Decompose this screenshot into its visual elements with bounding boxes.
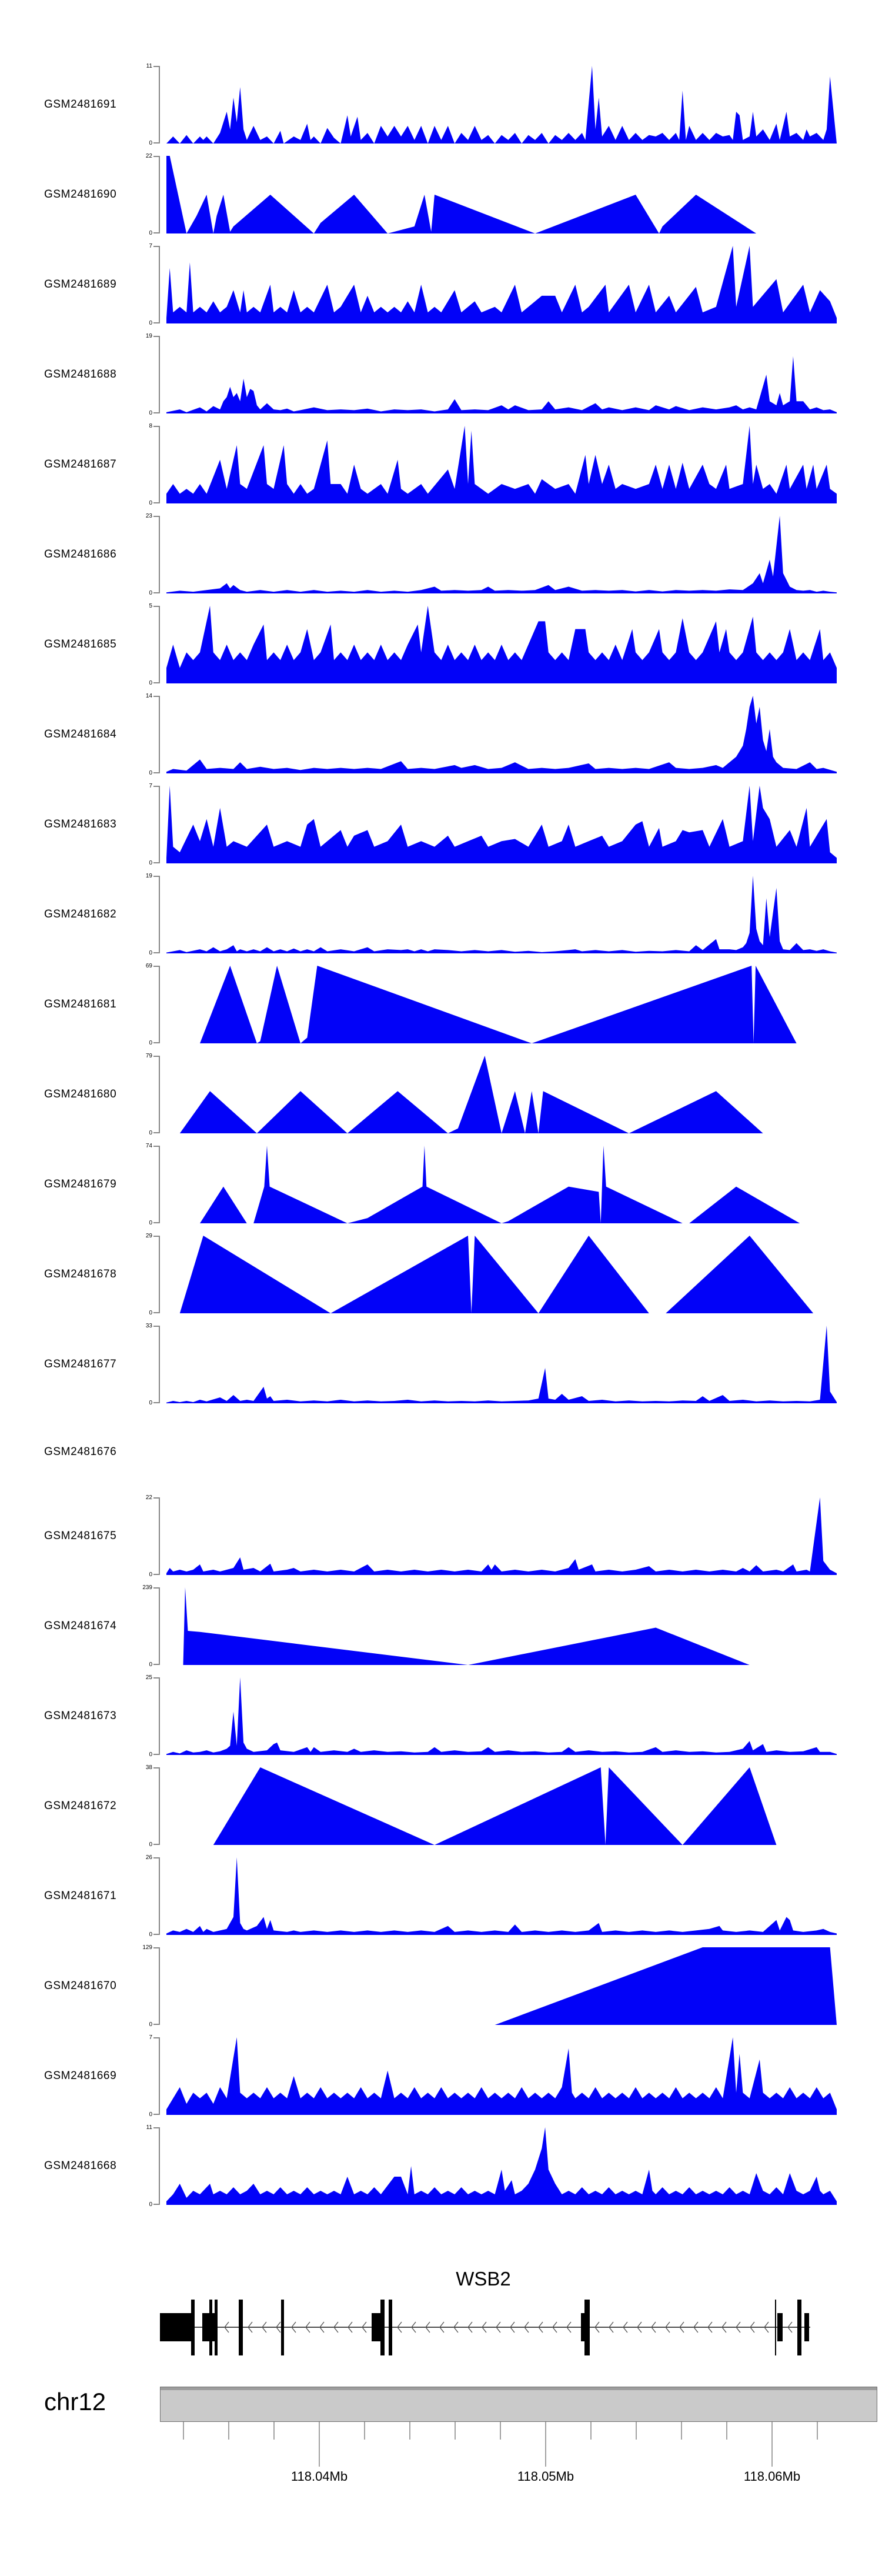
y-axis-line <box>159 1497 160 1575</box>
exon-box <box>191 2300 195 2355</box>
exon-box <box>584 2300 590 2355</box>
track-y-axis <box>136 963 166 1046</box>
track-label: GSM2481690 <box>44 188 117 201</box>
track-y-axis <box>136 423 166 506</box>
track-y-axis <box>136 1584 166 1668</box>
track-label: GSM2481673 <box>44 1710 117 1722</box>
y-axis-tick-max <box>153 1326 159 1327</box>
track-row <box>0 1233 882 1316</box>
y-axis-tick-zero <box>153 1042 159 1043</box>
y-axis-zero-label: 0 <box>149 1571 152 1578</box>
y-axis-line <box>159 966 160 1043</box>
y-axis-tick-zero <box>153 1934 159 1935</box>
y-axis-tick-zero <box>153 1754 159 1755</box>
track-label: GSM2481679 <box>44 1178 117 1190</box>
y-axis-max-label: 22 <box>145 153 152 159</box>
track-y-axis <box>136 513 166 596</box>
exon-box <box>209 2300 212 2355</box>
y-axis-max-label: 22 <box>145 1494 152 1501</box>
track-label: GSM2481676 <box>44 1446 117 1458</box>
ruler-coordinate-label: 118.04Mb <box>290 2469 348 2484</box>
track-row <box>0 1854 882 1938</box>
y-axis-max-label: 7 <box>149 2034 152 2041</box>
signal-area-plot <box>166 156 837 233</box>
y-axis-tick-max <box>153 1146 159 1147</box>
y-axis-zero-label: 0 <box>149 230 152 236</box>
y-axis-max-label: 5 <box>149 603 152 609</box>
y-axis-zero-label: 0 <box>149 2021 152 2028</box>
y-axis-zero-label: 0 <box>149 1841 152 1848</box>
y-axis-tick-max <box>153 1677 159 1679</box>
y-axis-line <box>159 336 160 413</box>
track-label: GSM2481682 <box>44 908 117 920</box>
track-label: GSM2481689 <box>44 278 117 291</box>
exon-box <box>775 2300 776 2355</box>
y-axis-tick-zero <box>153 502 159 503</box>
signal-area-plot <box>166 696 837 773</box>
y-axis-line <box>159 246 160 323</box>
y-axis-tick-zero <box>153 1844 159 1845</box>
track-row <box>0 873 882 956</box>
y-axis-zero-label: 0 <box>149 320 152 326</box>
track-label: GSM2481684 <box>44 728 117 740</box>
y-axis-tick-zero <box>153 2114 159 2115</box>
track-label: GSM2481686 <box>44 548 117 560</box>
y-axis-tick-zero <box>153 1222 159 1223</box>
track-row <box>0 1407 882 1497</box>
track-label: GSM2481685 <box>44 638 117 650</box>
y-axis-max-label: 7 <box>149 243 152 249</box>
y-axis-line <box>159 2127 160 2205</box>
y-axis-line <box>159 1326 160 1403</box>
y-axis-max-label: 7 <box>149 783 152 789</box>
signal-area-plot <box>166 1677 837 1755</box>
y-axis-zero-label: 0 <box>149 680 152 686</box>
y-axis-tick-zero <box>153 2024 159 2025</box>
y-axis-tick-max <box>153 336 159 337</box>
y-axis-max-label: 8 <box>149 423 152 429</box>
y-axis-max-label: 129 <box>142 1944 152 1951</box>
y-axis-zero-label: 0 <box>149 140 152 146</box>
y-axis-tick-zero <box>153 1574 159 1575</box>
track-row <box>0 2034 882 2118</box>
track-y-axis <box>136 1233 166 1316</box>
genome-ruler <box>0 2422 882 2490</box>
y-axis-line <box>159 1236 160 1313</box>
y-axis-max-label: 19 <box>145 333 152 339</box>
y-axis-tick-max <box>153 1587 159 1589</box>
exon-box <box>380 2300 385 2355</box>
track-y-axis <box>136 1494 166 1578</box>
signal-area-plot <box>166 1857 837 1935</box>
y-axis-line <box>159 156 160 233</box>
track-row <box>0 1053 882 1136</box>
y-axis-max-label: 38 <box>145 1764 152 1771</box>
track-row <box>0 2124 882 2208</box>
y-axis-max-label: 23 <box>145 513 152 519</box>
y-axis-tick-max <box>153 1236 159 1237</box>
y-axis-zero-label: 0 <box>149 1931 152 1938</box>
signal-area-plot <box>166 1767 837 1845</box>
gene-model <box>0 2294 882 2364</box>
y-axis-tick-max <box>153 696 159 697</box>
track-y-axis <box>136 333 166 416</box>
y-axis-zero-label: 0 <box>149 2201 152 2208</box>
signal-area-plot <box>166 1056 837 1133</box>
y-axis-tick-max <box>153 966 159 967</box>
y-axis-zero-label: 0 <box>149 1040 152 1046</box>
ruler-coordinate-label: 118.06Mb <box>743 2469 801 2484</box>
track-row <box>0 243 882 326</box>
track-label: GSM2481680 <box>44 1088 117 1100</box>
track-y-axis <box>136 783 166 866</box>
y-axis-line <box>159 1056 160 1133</box>
track-row <box>0 783 882 866</box>
y-axis-max-label: 26 <box>145 1854 152 1861</box>
track-row <box>0 1323 882 1406</box>
signal-area-plot <box>166 426 837 503</box>
y-axis-line <box>159 876 160 953</box>
track-row <box>0 153 882 236</box>
y-axis-tick-max <box>153 1497 159 1499</box>
track-y-axis <box>136 1053 166 1136</box>
track-y-axis <box>136 1674 166 1758</box>
y-axis-zero-label: 0 <box>149 1751 152 1758</box>
y-axis-tick-zero <box>153 232 159 233</box>
track-label: GSM2481683 <box>44 818 117 830</box>
y-axis-line <box>159 786 160 863</box>
exon-box <box>804 2313 809 2341</box>
y-axis-max-label: 29 <box>145 1233 152 1239</box>
track-row <box>0 1143 882 1226</box>
y-axis-max-label: 11 <box>146 2124 152 2131</box>
y-axis-line <box>159 516 160 593</box>
track-y-axis <box>136 1854 166 1938</box>
track-y-axis <box>136 1944 166 2028</box>
track-label: GSM2481671 <box>44 1890 117 1902</box>
track-row <box>0 513 882 596</box>
y-axis-tick-zero <box>153 2204 159 2205</box>
track-row <box>0 423 882 506</box>
y-axis-zero-label: 0 <box>149 950 152 956</box>
track-label: GSM2481669 <box>44 2070 117 2082</box>
signal-area-plot <box>166 2037 837 2115</box>
y-axis-tick-zero <box>153 592 159 593</box>
chromosome-label: chr12 <box>44 2388 106 2415</box>
signal-area-plot <box>166 516 837 593</box>
y-axis-max-label: 239 <box>142 1584 152 1591</box>
exon-box <box>215 2300 218 2355</box>
y-axis-tick-max <box>153 606 159 607</box>
y-axis-zero-label: 0 <box>149 1220 152 1226</box>
y-axis-tick-max <box>153 66 159 67</box>
y-axis-tick-max <box>153 1857 159 1858</box>
y-axis-tick-zero <box>153 772 159 773</box>
y-axis-tick-zero <box>153 1664 159 1665</box>
signal-area-plot <box>166 786 837 863</box>
y-axis-tick-zero <box>153 862 159 863</box>
y-axis-zero-label: 0 <box>149 590 152 596</box>
ruler-coordinate-label: 118.05Mb <box>517 2469 574 2484</box>
exon-box <box>777 2313 783 2341</box>
exon-box <box>797 2300 801 2355</box>
y-axis-line <box>159 66 160 144</box>
y-axis-line <box>159 606 160 683</box>
y-axis-tick-zero <box>153 952 159 953</box>
track-label: GSM2481677 <box>44 1358 117 1370</box>
y-axis-tick-max <box>153 156 159 157</box>
y-axis-zero-label: 0 <box>149 1400 152 1406</box>
y-axis-zero-label: 0 <box>149 1130 152 1136</box>
y-axis-line <box>159 1146 160 1223</box>
y-axis-line <box>159 696 160 773</box>
signal-area-plot <box>166 336 837 413</box>
signal-area-plot <box>166 606 837 683</box>
track-y-axis <box>136 693 166 776</box>
y-axis-tick-max <box>153 246 159 247</box>
y-axis-zero-label: 0 <box>149 2111 152 2118</box>
track-row <box>0 1944 882 2028</box>
y-axis-tick-zero <box>153 412 159 413</box>
y-axis-zero-label: 0 <box>149 1661 152 1668</box>
y-axis-tick-max <box>153 1767 159 1769</box>
track-label: GSM2481674 <box>44 1620 117 1632</box>
track-row <box>0 603 882 686</box>
track-row <box>0 1764 882 1848</box>
track-y-axis <box>136 603 166 686</box>
y-axis-tick-max <box>153 2037 159 2038</box>
y-axis-max-label: 79 <box>145 1053 152 1059</box>
y-axis-tick-max <box>153 1056 159 1057</box>
track-row <box>0 333 882 416</box>
y-axis-line <box>159 1767 160 1845</box>
track-y-axis <box>136 1323 166 1406</box>
exon-box <box>389 2300 392 2355</box>
gene-name-label: WSB2 <box>456 2268 511 2290</box>
signal-area-plot <box>166 1947 837 2025</box>
track-row <box>0 693 882 776</box>
y-axis-line <box>159 426 160 503</box>
y-axis-tick-max <box>153 426 159 427</box>
y-axis-tick-max <box>153 516 159 517</box>
y-axis-tick-zero <box>153 1402 159 1403</box>
signal-area-plot <box>166 1497 837 1575</box>
y-axis-tick-max <box>153 876 159 877</box>
track-row <box>0 1584 882 1668</box>
exon-box <box>160 2313 195 2341</box>
y-axis-line <box>159 2037 160 2115</box>
track-y-axis <box>136 2124 166 2208</box>
exon-box <box>281 2300 284 2355</box>
track-label: GSM2481688 <box>44 368 117 381</box>
y-axis-tick-max <box>153 2127 159 2128</box>
track-row <box>0 63 882 146</box>
track-label: GSM2481672 <box>44 1800 117 1812</box>
track-y-axis <box>136 63 166 146</box>
signal-area-plot <box>166 1236 837 1313</box>
y-axis-zero-label: 0 <box>149 1310 152 1316</box>
y-axis-line <box>159 1857 160 1935</box>
signal-area-plot <box>166 876 837 953</box>
y-axis-max-label: 14 <box>145 693 152 699</box>
signal-area-plot <box>166 966 837 1043</box>
track-label: GSM2481691 <box>44 98 117 111</box>
y-axis-zero-label: 0 <box>149 770 152 776</box>
y-axis-line <box>159 1947 160 2025</box>
y-axis-line <box>159 1677 160 1755</box>
y-axis-zero-label: 0 <box>149 860 152 866</box>
y-axis-tick-max <box>153 1947 159 1948</box>
track-row <box>0 1674 882 1758</box>
track-label: GSM2481687 <box>44 458 117 471</box>
y-axis-tick-max <box>153 786 159 787</box>
y-axis-tick-zero <box>153 682 159 683</box>
y-axis-line <box>159 1587 160 1665</box>
y-axis-max-label: 33 <box>145 1323 152 1329</box>
y-axis-max-label: 69 <box>145 963 152 969</box>
signal-area-plot <box>166 1146 837 1223</box>
track-y-axis <box>136 1764 166 1848</box>
y-axis-max-label: 19 <box>145 873 152 879</box>
y-axis-max-label: 25 <box>145 1674 152 1681</box>
track-y-axis <box>136 1143 166 1226</box>
track-label: GSM2481670 <box>44 1980 117 1992</box>
y-axis-zero-label: 0 <box>149 500 152 506</box>
y-axis-tick-zero <box>153 1312 159 1313</box>
signal-area-plot <box>166 1587 837 1665</box>
exon-box <box>239 2300 243 2355</box>
signal-area-plot <box>166 246 837 323</box>
track-label: GSM2481675 <box>44 1530 117 1542</box>
y-axis-max-label: 11 <box>146 63 152 69</box>
y-axis-max-label: 74 <box>145 1143 152 1149</box>
track-label: GSM2481668 <box>44 2160 117 2172</box>
y-axis-tick-zero <box>153 1132 159 1133</box>
track-y-axis <box>136 873 166 956</box>
track-label: GSM2481678 <box>44 1268 117 1280</box>
signal-area-plot <box>166 2127 837 2205</box>
track-row <box>0 1494 882 1578</box>
track-y-axis <box>136 2034 166 2118</box>
signal-area-plot <box>166 66 837 144</box>
track-y-axis <box>136 153 166 236</box>
y-axis-tick-zero <box>153 322 159 323</box>
y-axis-tick-zero <box>153 142 159 144</box>
track-row <box>0 963 882 1046</box>
track-label: GSM2481681 <box>44 998 117 1010</box>
track-y-axis <box>136 243 166 326</box>
signal-area-plot <box>166 1326 837 1403</box>
chromosome-ideogram <box>160 2387 877 2422</box>
y-axis-zero-label: 0 <box>149 410 152 416</box>
